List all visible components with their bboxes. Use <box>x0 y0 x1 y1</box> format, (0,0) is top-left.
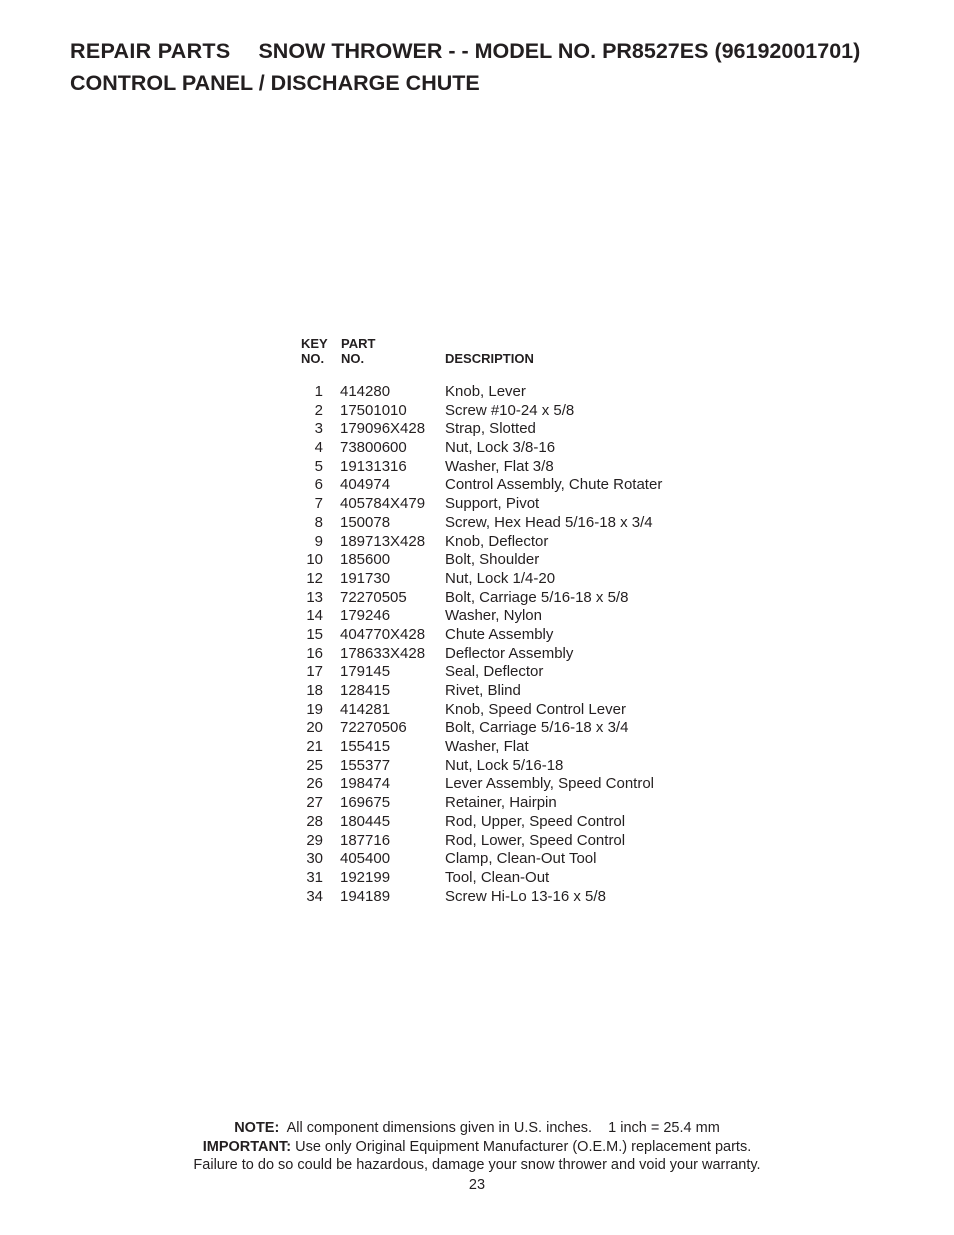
key-no: 18 <box>306 682 323 699</box>
key-no: 25 <box>306 756 323 774</box>
model-number: PR8527ES <box>602 39 709 63</box>
part-no: 179246 <box>340 607 391 625</box>
part-no: 189713X428 <box>340 532 426 550</box>
part-no: 179145 <box>340 663 391 681</box>
key-no: 8 <box>314 513 323 531</box>
part-description: Screw Hi-Lo 13-16 x 5/8 <box>445 887 606 905</box>
product-label: SNOW THROWER - - MODEL NO. <box>258 39 597 63</box>
page-title <box>70 38 860 65</box>
part-no: 191730 <box>340 569 391 587</box>
part-no: 192199 <box>340 868 391 886</box>
key-no: 12 <box>306 569 323 587</box>
key-no: 2 <box>314 401 323 419</box>
part-no: 414281 <box>340 700 391 718</box>
key-no: 21 <box>306 738 323 756</box>
key-no: 4 <box>314 439 323 457</box>
important-line: IMPORTANT: Use only Original Equipment Manufacturer (O.E.M.) replacement parts. <box>202 1138 752 1155</box>
part-description: Clamp, Clean-Out Tool <box>445 850 597 868</box>
part-no: 185600 <box>340 551 391 569</box>
part-no: 128415 <box>340 682 391 699</box>
part-description: Rod, Upper, Speed Control <box>445 812 626 830</box>
key-no: 10 <box>306 551 323 569</box>
part-description: Washer, Flat 3/8 <box>445 457 554 475</box>
part-description: Bolt, Carriage 5/16-18 x 3/4 <box>445 719 629 737</box>
section-title: CONTROL PANEL / DISCHARGE CHUTE <box>70 71 480 95</box>
part-description: Knob, Speed Control Lever <box>445 700 626 718</box>
part-no: 72270506 <box>340 719 407 737</box>
part-no: 414280 <box>340 383 391 400</box>
part-description: Seal, Deflector <box>445 663 544 681</box>
part-no: 155415 <box>340 738 391 756</box>
note-line: NOTE: All component dimensions given in U.S. inches. 1 inch = 25.4 mm <box>234 1120 720 1136</box>
key-no: 6 <box>314 476 323 494</box>
key-no: 17 <box>306 663 323 681</box>
part-description: Strap, Slotted <box>445 420 536 438</box>
part-description: Chute Assembly <box>445 625 554 643</box>
part-no: 180445 <box>340 812 391 830</box>
page-number: 23 <box>468 1177 486 1193</box>
catalog-number: (96192001701) <box>714 39 861 63</box>
key-no: 20 <box>306 719 323 737</box>
part-description: Washer, Flat <box>445 738 529 756</box>
part-description: Washer, Nylon <box>445 607 542 625</box>
key-no: 13 <box>306 588 323 606</box>
col-header-part: PART NO. <box>341 336 376 366</box>
key-no: 16 <box>306 644 323 662</box>
part-description: Knob, Deflector <box>445 532 549 550</box>
part-description: Nut, Lock 1/4-20 <box>445 569 556 587</box>
part-no: 194189 <box>340 887 391 905</box>
key-no: 1 <box>314 383 323 400</box>
part-no: 169675 <box>340 794 391 812</box>
key-no: 27 <box>306 794 323 812</box>
col-header-key: KEY NO. <box>301 336 328 366</box>
key-no: 9 <box>314 532 323 550</box>
col-header-description: DESCRIPTION <box>445 351 534 366</box>
key-no: 28 <box>306 812 323 830</box>
part-description: Rod, Lower, Speed Control <box>445 831 626 849</box>
part-no: 405400 <box>340 850 391 868</box>
part-no: 150078 <box>340 513 391 531</box>
key-no: 30 <box>306 850 323 868</box>
part-description: Screw #10-24 x 5/8 <box>445 401 575 419</box>
part-no: 404974 <box>340 476 391 494</box>
part-description: Tool, Clean-Out <box>445 868 550 886</box>
part-description: Lever Assembly, Speed Control <box>445 775 654 793</box>
part-description: Bolt, Carriage 5/16-18 x 5/8 <box>445 588 629 606</box>
part-description: Nut, Lock 3/8-16 <box>445 439 556 457</box>
part-description: Knob, Lever <box>445 383 526 400</box>
part-no: 17501010 <box>340 401 407 419</box>
part-description: Deflector Assembly <box>445 644 574 662</box>
repair-parts-heading: REPAIR PARTS <box>70 39 231 63</box>
key-no: 7 <box>314 495 323 513</box>
key-no: 31 <box>306 868 323 886</box>
part-no: 405784X479 <box>340 495 426 513</box>
part-description: Bolt, Shoulder <box>445 551 540 569</box>
part-no: 198474 <box>340 775 391 793</box>
part-no: 187716 <box>340 831 391 849</box>
part-description: Control Assembly, Chute Rotater <box>445 476 663 494</box>
part-no: 72270505 <box>340 588 407 606</box>
key-no: 26 <box>306 775 323 793</box>
key-no: 34 <box>306 887 323 905</box>
key-no: 29 <box>306 831 323 849</box>
part-no: 404770X428 <box>340 625 426 643</box>
part-no: 155377 <box>340 756 391 774</box>
key-no: 5 <box>314 457 323 475</box>
part-no: 178633X428 <box>340 644 426 662</box>
warning-line: Failure to do so could be hazardous, damage your snow thrower and void your warranty. <box>193 1157 761 1174</box>
footer-notes <box>0 1119 954 1175</box>
part-no: 73800600 <box>340 439 407 457</box>
key-no: 19 <box>306 700 323 718</box>
part-description: Screw, Hex Head 5/16-18 x 3/4 <box>445 513 653 531</box>
key-no: 14 <box>306 607 323 625</box>
part-description: Retainer, Hairpin <box>445 794 557 812</box>
part-no: 19131316 <box>340 457 407 475</box>
key-no: 3 <box>314 420 323 438</box>
part-description: Support, Pivot <box>445 495 540 513</box>
part-description: Rivet, Blind <box>445 682 521 699</box>
part-no: 179096X428 <box>340 420 426 438</box>
key-no: 15 <box>306 625 323 643</box>
part-description: Nut, Lock 5/16-18 <box>445 756 564 774</box>
